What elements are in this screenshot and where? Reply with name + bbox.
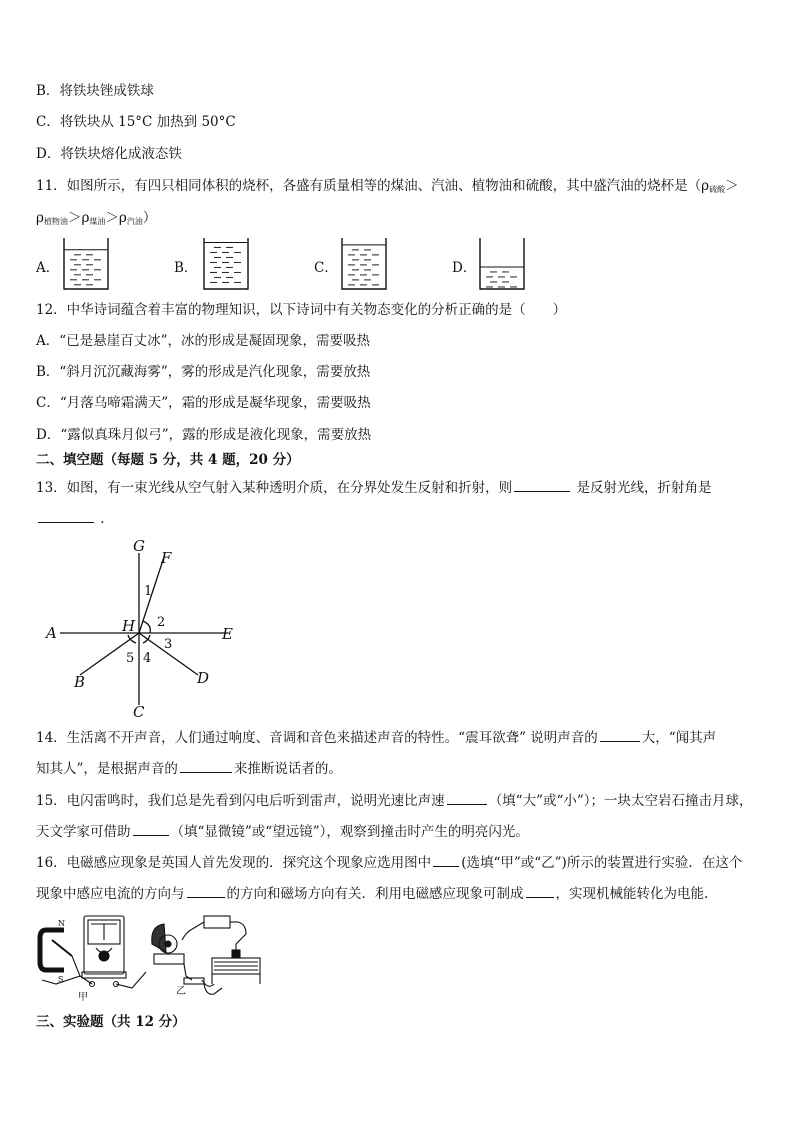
q11-option-a-label: A． (36, 260, 60, 276)
q15-blank-1 (447, 791, 487, 805)
label-d: D (197, 669, 210, 687)
q12-option-b: B．“斜月沉沉藏海雾”，雾的形成是汽化现象，需要放热 (36, 364, 371, 380)
label-b: B (74, 673, 86, 691)
q11-close-paren: ） (142, 210, 157, 226)
q13-text-b: 是反射光线，折射角是 (576, 480, 712, 496)
q12-option-c: C．“月落乌啼霜满天”，霜的形成是凝华现象，需要吸热 (36, 395, 371, 411)
q11-option-b-label: B． (174, 260, 198, 276)
beaker-outline (342, 238, 386, 289)
switch (184, 978, 204, 984)
q11-stem-line1 (36, 177, 739, 199)
q13-period: ． (100, 511, 114, 527)
angle-label-2: 2 (157, 615, 166, 630)
label-c: C (133, 703, 145, 720)
q15-text-b: （填“大”或“小”）；一块太空岩石撞击月球， (488, 793, 753, 809)
q16-text-e: ，实现机械能转化为电能. (555, 886, 709, 902)
q10-option-d: D．将铁块熔化成液态铁 (36, 146, 182, 162)
label-f: F (161, 549, 172, 567)
beaker-d (476, 236, 528, 292)
beaker-a (60, 236, 112, 292)
q15-line1 (36, 791, 753, 810)
label-g: G (133, 537, 145, 555)
light-ray-diagram (40, 535, 250, 720)
q16-text-d: 的方向和磁场方向有关．利用电磁感应现象可制成 (226, 886, 524, 902)
battery (204, 916, 230, 928)
q14-line1 (36, 728, 716, 747)
rho-sub-gasoline: 汽油 (126, 217, 143, 226)
section-2-heading: 二、填空题（每题 5 分，共 4 题，20 分） (36, 452, 300, 468)
beaker-outline (64, 238, 108, 289)
q14-text-a: 14．生活离不开声音，人们通过响度、音调和音色来描述声音的特性。“震耳欲聋” 说明声音的 (36, 730, 598, 746)
q15-blank-2 (133, 822, 169, 836)
beaker-outline (480, 238, 524, 289)
q16-text-b: (选填“甲”或“乙”)所示的装置进行实验．在这个 (461, 855, 743, 871)
rho-symbol: ρ (81, 210, 90, 226)
q13-line2 (36, 509, 114, 528)
q16-line2 (36, 884, 708, 903)
rho-sub-plant: 植物油 (43, 217, 68, 226)
angle-label-4: 4 (143, 651, 152, 666)
q13-line1 (36, 478, 711, 497)
q12-option-a: A．“已是悬崖百丈冰”，冰的形成是凝固现象，需要吸热 (36, 333, 371, 349)
q16-line1 (36, 853, 742, 872)
q16-blank-1 (433, 853, 459, 867)
fig-label-yi: 乙 (176, 986, 186, 997)
q11-option-c-label: C． (314, 260, 338, 276)
angle-arc-2 (143, 621, 150, 633)
q16-text-c: 现象中感应电流的方向与 (36, 886, 185, 902)
q14-blank-1 (600, 728, 640, 742)
q10-option-c: C．将铁块从 15°C 加热到 50°C (36, 114, 236, 130)
electromagnetic-apparatus-figure (36, 910, 268, 1002)
u-magnet (40, 930, 64, 970)
q11-stem-text: 11．如图所示，有四只相同体积的烧杯，各盛有质量相等的煤油、汽油、植物油和硫酸，其中盛汽油的烧杯是（ρ (36, 178, 710, 194)
q14-text-d: 来推断说话者的。 (233, 761, 342, 777)
beaker-outline (204, 238, 248, 289)
q11-option-d-label: D． (452, 260, 477, 276)
label-e: E (222, 625, 233, 643)
rho-sub-sulfuric: 硫酸 (709, 185, 726, 194)
gt-sign: ＞ (725, 178, 739, 194)
q14-text-b: 大，“闻其声 (641, 730, 717, 746)
angle-label-3: 3 (164, 637, 173, 652)
conductor-rod (52, 940, 72, 956)
motor-magnet (152, 924, 166, 952)
q15-text-a: 15．电闪雷鸣时，我们总是先看到闪电后听到雷声，说明光速比声速 (36, 793, 445, 809)
beaker-c (338, 236, 390, 292)
q15-text-c: 天文学家可借助 (36, 824, 131, 840)
q13-text-a: 13．如图，有一束光线从空气射入某种透明介质，在分界处发生反射和折射，则 (36, 480, 513, 496)
rho-symbol: ρ (36, 210, 44, 226)
label-a: A (46, 624, 57, 642)
q10-option-b: B．将铁块锉成铁球 (36, 83, 154, 99)
q13-blank-2 (38, 509, 94, 523)
q14-text-c: 知其人”，是根据声音的 (36, 761, 178, 777)
fig-label-jia: 甲 (78, 992, 88, 1002)
magnet-s-label: S (58, 975, 64, 984)
q16-text-a: 16．电磁感应现象是英国人首先发现的．探究这个现象应选用图中 (36, 855, 432, 871)
rho-symbol: ρ (118, 210, 127, 226)
beaker-b (200, 236, 252, 292)
angle-label-1: 1 (144, 584, 153, 599)
q12-option-d: D．“露似真珠月似弓”，露的形成是液化现象，需要放热 (36, 427, 372, 443)
q14-blank-2 (180, 759, 232, 773)
q11-stem-line2 (36, 209, 156, 231)
q15-text-d: （填“显微镜”或“望远镜”），观察到撞击时产生的明亮闪光。 (170, 824, 529, 840)
magnet-n-label: N (58, 919, 65, 928)
label-h: H (122, 617, 136, 635)
q13-blank-1 (514, 478, 570, 492)
q16-blank-2 (187, 884, 225, 898)
q15-line2 (36, 822, 529, 841)
angle-label-5: 5 (126, 651, 135, 666)
q14-line2 (36, 759, 342, 778)
gt-sign: ＞ (105, 210, 119, 226)
q16-blank-3 (526, 884, 554, 898)
q12-stem: 12．中华诗词蕴含着丰富的物理知识，以下诗词中有关物态变化的分析正确的是（ ） (36, 302, 567, 318)
gt-sign: ＞ (67, 210, 82, 226)
rho-sub-kerosene: 煤油 (89, 217, 106, 226)
section-3-heading: 三、实验题（共 12 分） (36, 1014, 186, 1030)
